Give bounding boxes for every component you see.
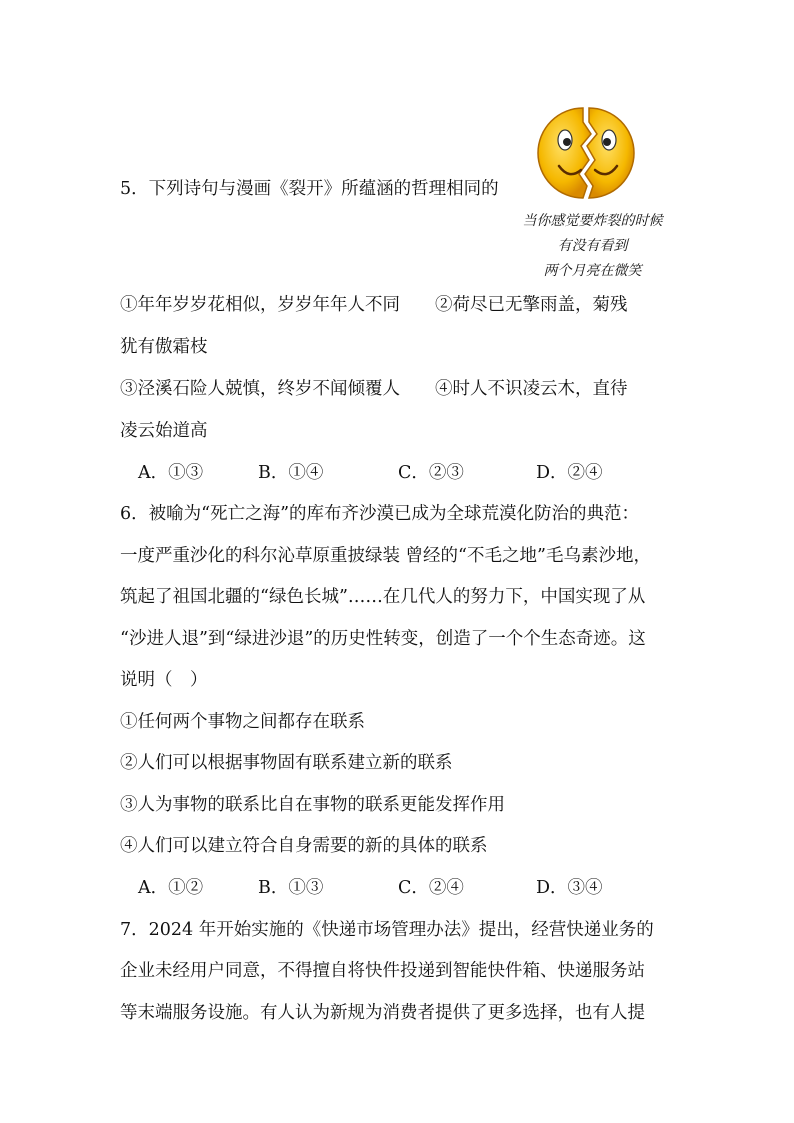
q6-option-4: ④人们可以建立符合自身需要的新的具体的联系 <box>120 836 488 856</box>
q5-choice-d[interactable]: D．②④ <box>536 463 603 483</box>
q6-option-2: ②人们可以根据事物固有联系建立新的联系 <box>120 753 453 773</box>
q7-stem-line-3: 等末端服务设施。有人认为新规为消费者提供了更多选择，也有人提 <box>120 1003 645 1023</box>
comic-caption-line-1: 当你感觉要炸裂的时候 <box>522 213 663 229</box>
q6-option-3: ③人为事物的联系比自在事物的联系更能发挥作用 <box>120 795 505 815</box>
q5-choice-a[interactable]: A．①③ <box>138 463 204 483</box>
q5-options-line-4: 凌云始道高 <box>120 421 208 441</box>
q5-choice-b[interactable]: B．①④ <box>258 463 324 483</box>
q6-stem-line-2: 一度严重沙化的科尔沁草原重披绿装 曾经的“不毛之地”毛乌素沙地， <box>120 546 651 566</box>
q6-stem-line-5: 说明（ ） <box>120 670 208 690</box>
q5-choice-c[interactable]: C．②③ <box>398 463 464 483</box>
q6-choice-a[interactable]: A．①② <box>138 878 204 898</box>
q6-option-1: ①任何两个事物之间都存在联系 <box>120 712 365 732</box>
q7-stem-line-2: 企业未经用户同意，不得擅自将快件投递到智能快件箱、快递服务站 <box>120 961 645 981</box>
q6-choice-b[interactable]: B．①③ <box>258 878 324 898</box>
q5-options-line-1: ①年年岁岁花相似，岁岁年年人不同 ②荷尽已无擎雨盖，菊残 <box>120 295 628 315</box>
q5-options-line-3: ③泾溪石险人兢慎，终岁不闻倾覆人 ④时人不识凌云木，直待 <box>120 379 628 399</box>
comic-caption-line-3: 两个月亮在微笑 <box>543 263 642 279</box>
q5-stem: 5．下列诗句与漫画《裂开》所蕴涵的哲理相同的 <box>120 179 499 199</box>
q7-stem-line-1: 7．2024 年开始实施的《快递市场管理办法》提出，经营快递业务的 <box>120 920 654 940</box>
q6-stem-line-3: 筑起了祖国北疆的“绿色长城”……在几代人的努力下，中国实现了从 <box>120 587 646 607</box>
cracked-smiley-icon <box>505 100 675 210</box>
comic-caption-line-2: 有没有看到 <box>557 238 628 254</box>
q6-choice-c[interactable]: C．②④ <box>398 878 464 898</box>
q6-stem-line-4: “沙进人退”到“绿进沙退”的历史性转变，创造了一个个生态奇迹。这 <box>120 629 646 649</box>
q6-stem-line-1: 6．被喻为“死亡之海”的库布齐沙漠已成为全球荒漠化防治的典范： <box>120 504 640 524</box>
q6-choice-d[interactable]: D．③④ <box>536 878 603 898</box>
q5-options-line-2: 犹有傲霜枝 <box>120 337 208 357</box>
